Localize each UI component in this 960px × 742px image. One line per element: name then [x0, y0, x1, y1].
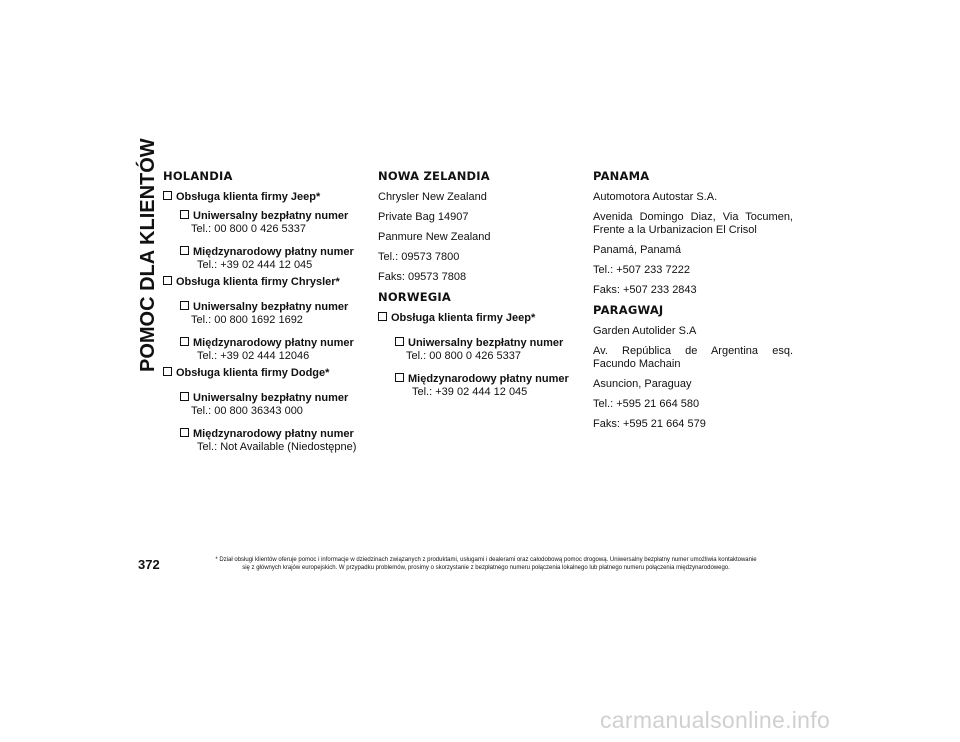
checkbox-square-icon	[180, 210, 189, 219]
column-panama-paragwaj	[593, 170, 793, 438]
nz-line: Tel.: 09573 7800	[378, 251, 460, 263]
heading-norwegia: NORWEGIA	[378, 290, 452, 304]
chrysler-intl-number: Międzynarodowy płatny numer Tel.: +39 02 444 12046	[180, 337, 363, 363]
jeep-free-number: Uniwersalny bezpłatny numer Tel.: 00 800 0 426 5337	[180, 210, 363, 236]
paraguay-line: Garden Autolider S.A	[593, 325, 697, 337]
chrysler-service-item: Obsługa klienta firmy Chrysler*	[163, 276, 363, 289]
norway-jeep-intl-number: Międzynarodowy płatny numer Tel.: +39 02 444 12 045	[395, 373, 578, 399]
dodge-service-item: Obsługa klienta firmy Dodge*	[163, 367, 363, 380]
nz-line: Panmure New Zealand	[378, 231, 491, 243]
heading-nowa-zelandia: NOWA ZELANDIA	[378, 169, 490, 183]
jeep-intl-number: Międzynarodowy płatny numer Tel.: +39 02 444 12 045	[180, 246, 363, 272]
nz-line: Faks: 09573 7808	[378, 271, 467, 283]
panama-line: Faks: +507 233 2843	[593, 284, 697, 296]
footnote-line: się z głównych krajów europejskich. W przypadku problemów, prosimy o skorzystanie z bezpłatnego numeru połączenia lokalnego lub płatnego numeru połączenia międzynarodowego.	[242, 565, 730, 571]
checkbox-square-icon	[395, 337, 404, 346]
panama-line: Avenida Domingo Diaz, Via Tocumen, Frente a la Urbanizacion El Crisol	[593, 211, 793, 236]
dodge-intl-number: Międzynarodowy płatny numer Tel.: Not Available (Niedostępne)	[180, 428, 363, 454]
jeep-service-item: Obsługa klienta firmy Jeep*	[163, 191, 363, 204]
checkbox-square-icon	[180, 337, 189, 346]
chrysler-free-number: Uniwersalny bezpłatny numer Tel.: 00 800 1692 1692	[180, 301, 363, 327]
watermark: carmanualsonline.info	[600, 707, 831, 733]
paraguay-line: Asuncion, Paraguay	[593, 378, 692, 390]
norway-jeep-free-number: Uniwersalny bezpłatny numer Tel.: 00 800 0 426 5337	[395, 337, 578, 363]
heading-holandia: HOLANDIA	[163, 169, 233, 183]
side-section-title: POMOC DLA KLIENTÓW	[137, 138, 159, 372]
paraguay-line: Av. República de Argentina esq. Facundo Machain	[593, 345, 793, 370]
dodge-free-number: Uniwersalny bezpłatny numer Tel.: 00 800 36343 000	[180, 392, 363, 418]
checkbox-square-icon	[163, 191, 172, 200]
panama-line: Automotora Autostar S.A.	[593, 191, 718, 203]
checkbox-square-icon	[180, 392, 189, 401]
panama-line: Panamá, Panamá	[593, 244, 682, 256]
checkbox-square-icon	[378, 312, 387, 321]
footnote-line: * Dział obsługi klientów oferuje pomoc i informacje w dziedzinach związanych z produktami, usługami i dealerami oraz całodobową pomoc drogową. Uniwersalny bezpłatny numer umożliwia kontaktowanie	[215, 557, 757, 563]
panama-line: Tel.: +507 233 7222	[593, 264, 690, 276]
heading-paragwaj: PARAGWAJ	[593, 303, 664, 317]
checkbox-square-icon	[395, 373, 404, 382]
paraguay-line: Tel.: +595 21 664 580	[593, 398, 700, 410]
checkbox-square-icon	[180, 428, 189, 437]
heading-panama: PANAMA	[593, 169, 650, 183]
checkbox-square-icon	[180, 301, 189, 310]
checkbox-square-icon	[163, 367, 172, 376]
paraguay-line: Faks: +595 21 664 579	[593, 418, 706, 430]
column-holandia	[163, 170, 363, 458]
checkbox-square-icon	[180, 246, 189, 255]
column-nowa-zelandia-norwegia	[378, 170, 578, 403]
checkbox-square-icon	[163, 276, 172, 285]
nz-line: Chrysler New Zealand	[378, 191, 487, 203]
page-number: 372	[138, 557, 160, 572]
norway-jeep-service-item: Obsługa klienta firmy Jeep*	[378, 312, 578, 325]
nz-line: Private Bag 14907	[378, 211, 469, 223]
footnote	[176, 556, 796, 572]
